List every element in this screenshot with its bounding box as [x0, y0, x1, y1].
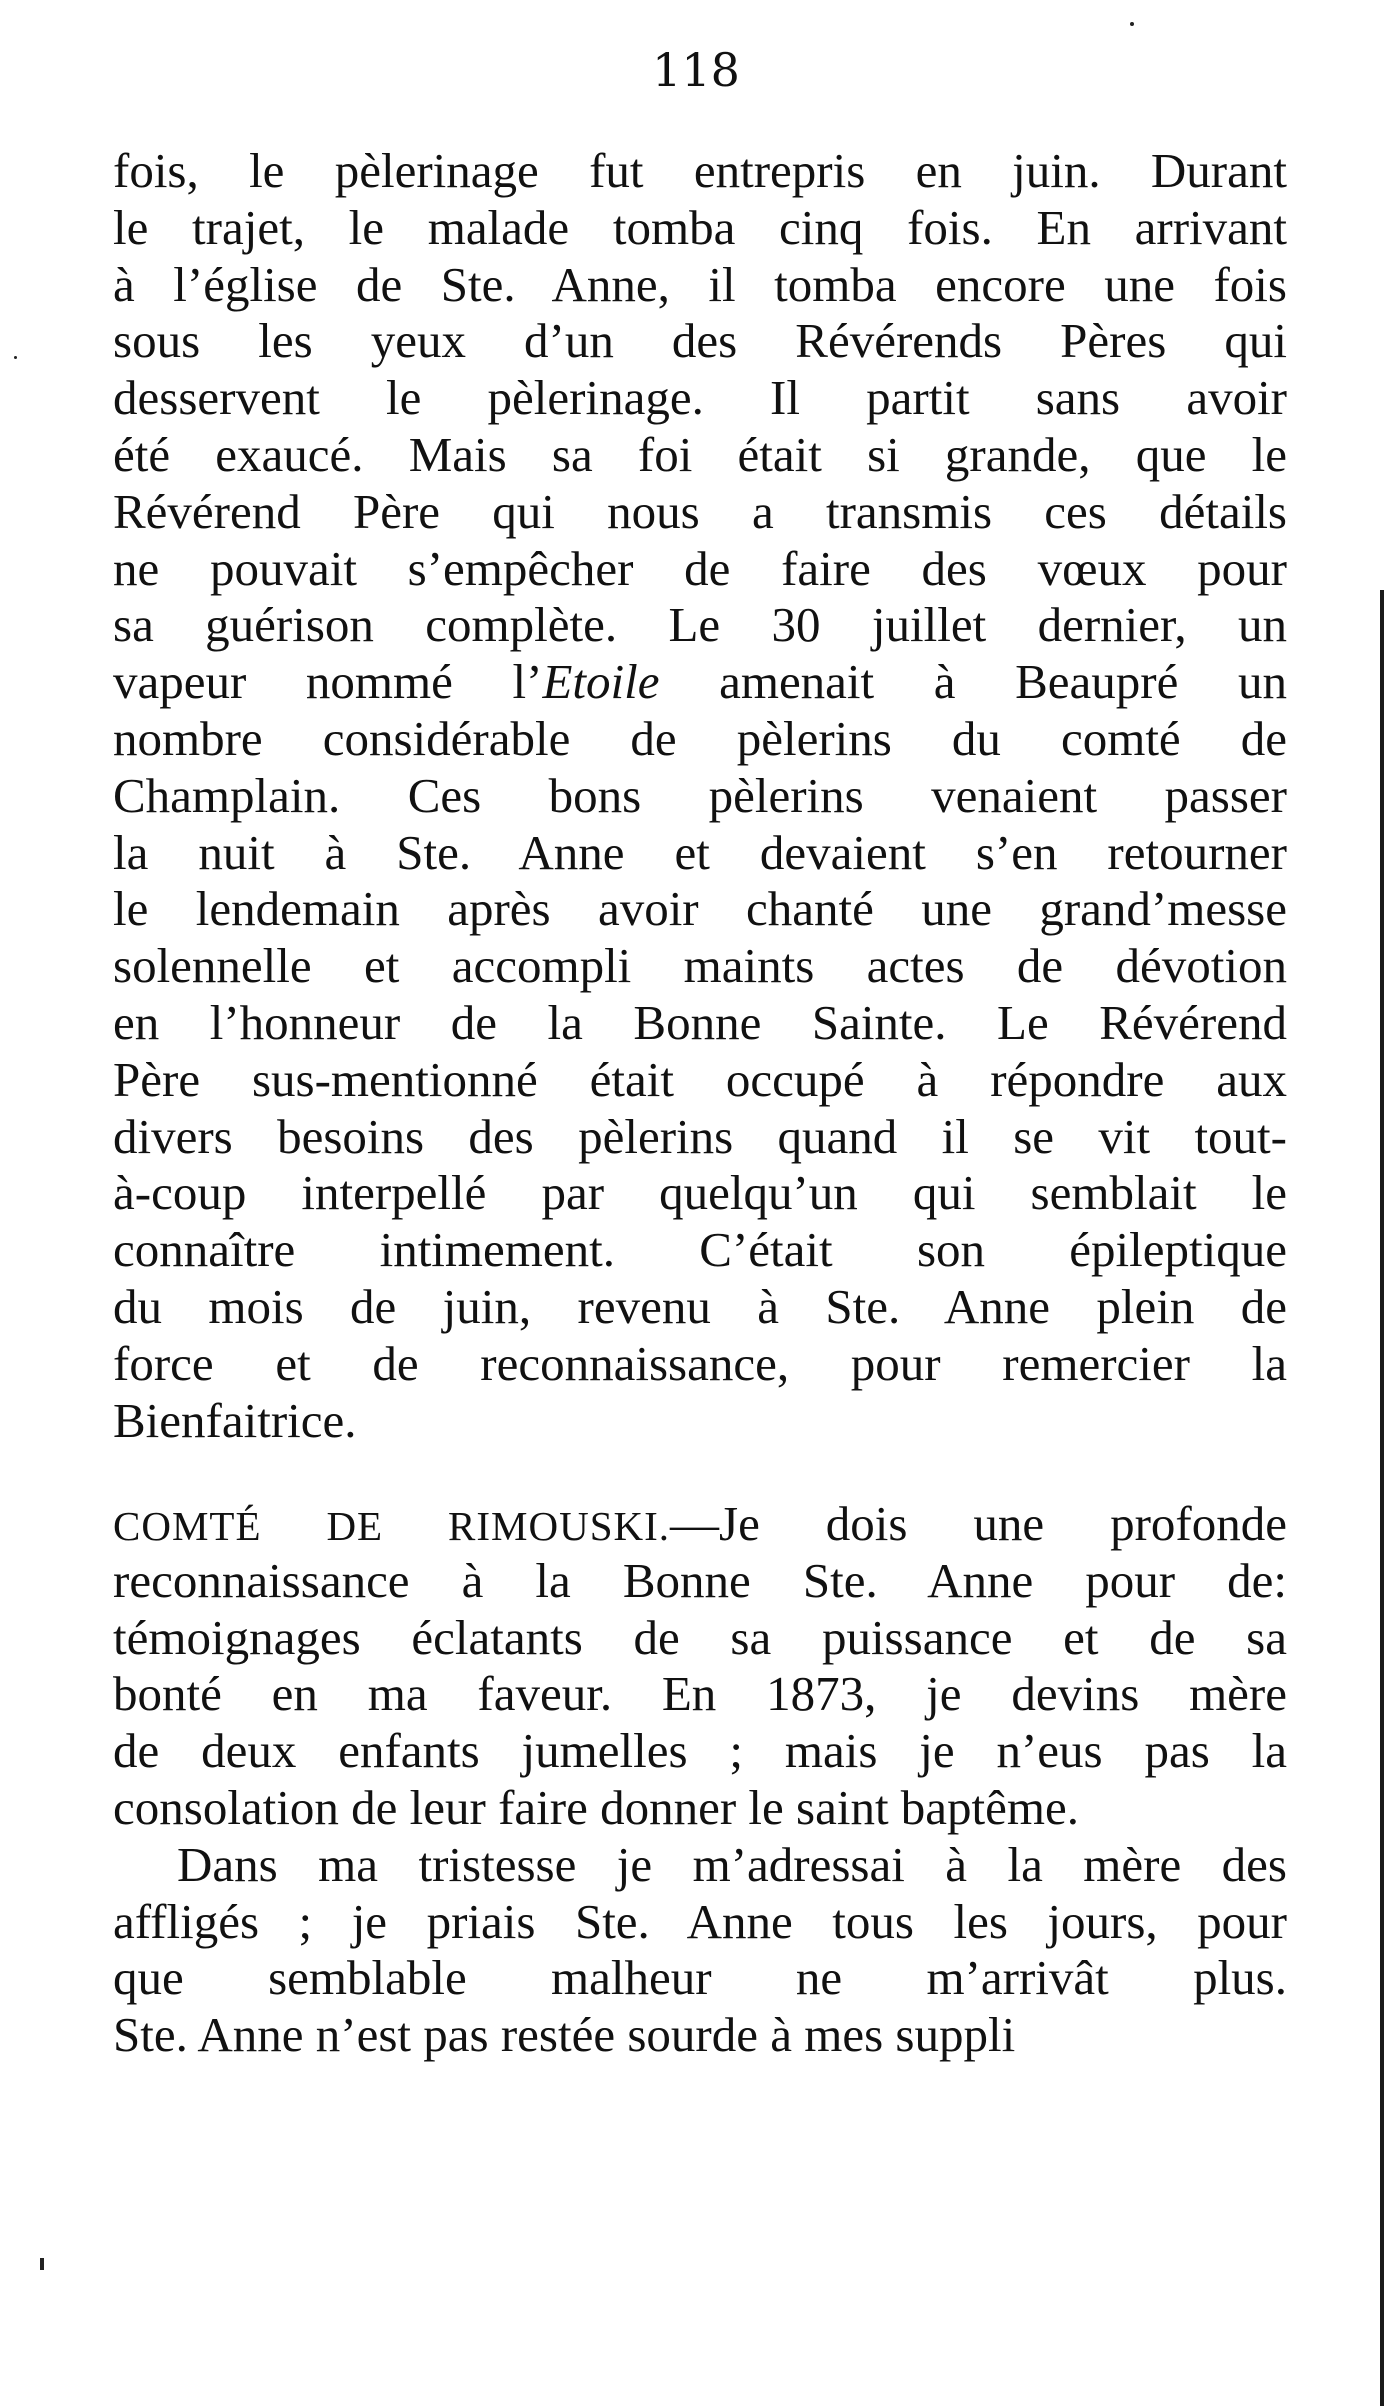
text-line: Champlain. Ces bons pèlerins venaient passer — [113, 767, 1287, 823]
print-speck — [40, 2258, 44, 2270]
text-line: à-coup interpellé par quelqu’un qui semblait le — [113, 1165, 1287, 1221]
text-line-with-italic — [113, 654, 1287, 711]
page-edge-rule — [1380, 590, 1384, 2406]
text-line: sa guérison complète. Le 30 juillet dernier, un — [113, 597, 1287, 653]
text-run: vapeur nommé l’ — [113, 654, 543, 710]
text-line: de deux enfants jumelles ; mais je n’eus pas la — [113, 1723, 1287, 1779]
print-speck — [1130, 22, 1134, 26]
text-line: à l’église de Ste. Anne, il tomba encore une fois — [113, 256, 1287, 312]
text-line: que semblable malheur ne m’arrivât plus. — [113, 1950, 1287, 2006]
page-number: 118 — [652, 43, 740, 97]
text-line-with-heading — [113, 1496, 1287, 1553]
text-line: connaître intimement. C’était son épileptique — [113, 1222, 1287, 1278]
text-line: force et de reconnaissance, pour remercier la — [113, 1335, 1287, 1391]
text-line: Révérend Père qui nous a transmis ces détails — [113, 483, 1287, 539]
text-line: consolation de leur faire donner le saint baptême. — [113, 1779, 1080, 1835]
text-line: le trajet, le malade tomba cinq fois. En arrivant — [113, 199, 1287, 255]
text-line: été exaucé. Mais sa foi était si grande, que le — [113, 426, 1287, 482]
text-line: témoignages éclatants de sa puissance et de sa — [113, 1609, 1287, 1665]
text-line: desservent le pèlerinage. Il partit sans avoir — [113, 370, 1287, 426]
text-line: reconnaissance à la Bonne Ste. Anne pour de: — [113, 1552, 1287, 1608]
text-line: ne pouvait s’empêcher de faire des vœux pour — [113, 540, 1287, 596]
italic-ship-name: Etoile — [542, 654, 660, 710]
section-heading: COMTÉ DE RIMOUSKI. — [113, 1503, 671, 1549]
text-line: sous les yeux d’un des Révérends Pères qui — [113, 313, 1287, 369]
text-line: en l’honneur de la Bonne Sainte. Le Révérend — [113, 994, 1287, 1050]
text-line: divers besoins des pèlerins quand il se vit tout- — [113, 1108, 1287, 1164]
text-line: Bienfaitrice. — [113, 1392, 357, 1448]
text-line: le lendemain après avoir chanté une grand’messe — [113, 881, 1287, 937]
text-line: du mois de juin, revenu à Ste. Anne plein de — [113, 1278, 1287, 1334]
text-run: —Je dois une profonde — [670, 1496, 1287, 1551]
paragraph-1 — [113, 143, 1287, 1449]
text-line: affligés ; je priais Ste. Anne tous les jours, pour — [113, 1893, 1287, 1949]
text-line: nombre considérable de pèlerins du comté de — [113, 710, 1287, 766]
text-line: la nuit à Ste. Anne et devaient s’en retourner — [113, 824, 1287, 880]
text-line: Dans ma tristesse je m’adressai à la mère des — [177, 1836, 1287, 1892]
paragraph-2 — [113, 1496, 1287, 2064]
text-line: solennelle et accompli maints actes de dévotion — [113, 938, 1287, 994]
text-line: fois, le pèlerinage fut entrepris en juin. Durant — [113, 143, 1287, 198]
print-speck — [14, 356, 17, 359]
text-line: Père sus-mentionné était occupé à répondre aux — [113, 1051, 1287, 1107]
text-line: bonté en ma faveur. En 1873, je devins mère — [113, 1666, 1287, 1722]
text-run: amenait à Beaupré un — [659, 654, 1287, 710]
text-line: Ste. Anne n’est pas restée sourde à mes suppli — [113, 2007, 1016, 2063]
